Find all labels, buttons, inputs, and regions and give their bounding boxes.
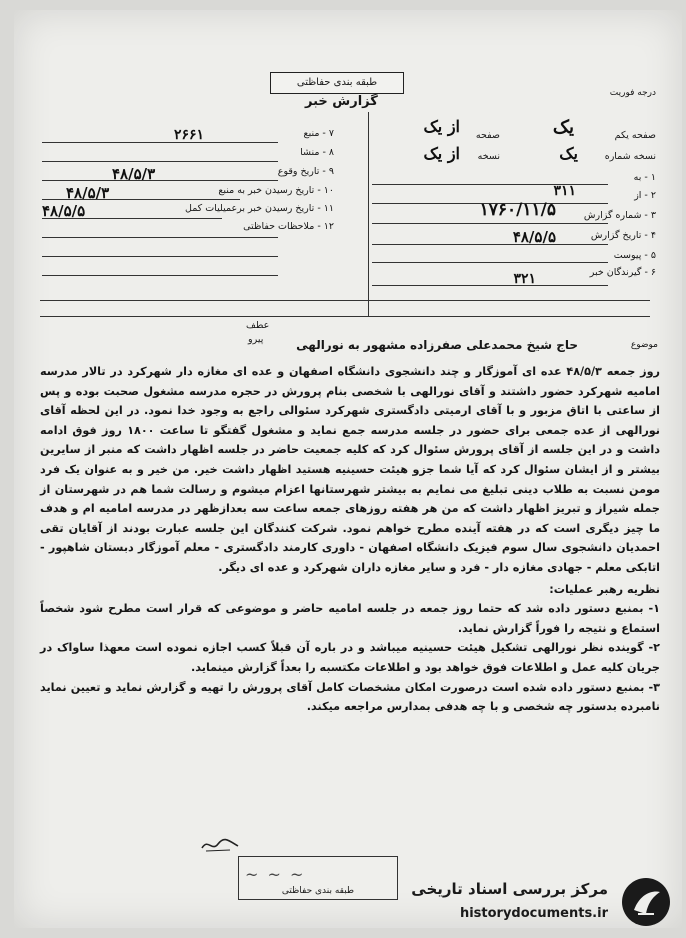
field-label: ۱۰ - تاریخ رسیدن خبر به منبع (218, 185, 334, 196)
source-comment-header: نظریه رهبر عملیات: (549, 582, 660, 596)
field-value: ۴۸/۵/۳ (66, 184, 110, 202)
classification-stamp (238, 856, 398, 900)
field-label: صفحه (475, 130, 500, 141)
archive-logo-icon (620, 876, 672, 928)
field-value: ۳۲۱ (513, 271, 536, 287)
subject-value: حاج شیخ محمدعلی صفرزاده مشهور به نورالهی (296, 338, 578, 352)
field-label: ۴ - تاریخ گزارش (590, 230, 656, 241)
signature (200, 836, 240, 854)
stamp-scribble: ~ ~ ~ (245, 865, 306, 884)
field-label: ۶ - گیرندگان خبر (589, 267, 656, 278)
stamp-label: طبقه بندی حفاظتی (281, 886, 355, 896)
numbered-item: ۳- بمنبع دستور داده شده است درصورت امکان مشخصات کامل آقای پرورش را تهیه و گزارش نماید و تعیین نماید نامبرده بدستور چه شخصی و با چه هدفی بمدارس مراجعه میکند. (40, 680, 660, 714)
field-value: ۲۶۶۱ (174, 127, 205, 143)
field-label: ۱۱ - تاریخ رسیدن خبر برعمیلیات کمل (185, 203, 334, 214)
field-label: ۷ - منبع (303, 128, 334, 139)
field-label: ۵ - پیوست (613, 250, 656, 261)
report-title: گزارش خبر (305, 94, 378, 109)
numbered-item: ۱- بمنبع دستور داده شد که حتما روز جمعه در جلسه امامیه حاضر و موضوعی که قرار است مطرح شود شخصاً استماع و نتیجه را فوراً گزارش نماید. (40, 602, 660, 635)
field-label: ۱ - به (633, 172, 656, 183)
field-value: از یک (423, 117, 460, 136)
report-body (40, 362, 660, 717)
field-label: نسخه (477, 151, 500, 162)
numbered-item: ۲- گوینده نظر نورالهی تشکیل هیئت حسینیه میباشد و در باره آن قبلاً کسب اجازه نموده است معهذا ساواک در جریان کلیه عمل و اطلاعات فوق خواهد بود و اطلاعات مکتسبه را بعداً گزارش مینماید. (40, 641, 660, 674)
field-value: یک (552, 117, 574, 138)
field-value: ۴۸/۵/۳ (112, 165, 156, 183)
field-label: ۹ - تاریخ وقوع (277, 166, 334, 177)
field-value: ۳۱۱ (553, 183, 576, 199)
field-value: یک (559, 144, 578, 163)
form-divider (368, 112, 369, 316)
field-value: از یک (423, 144, 460, 163)
form-bottom-line-2 (40, 316, 650, 317)
classification-box: طبقه بندی حفاظتی (270, 72, 404, 94)
field-value: ۴۸/۵/۵ (512, 228, 556, 246)
peiro-label: پیرو (248, 334, 264, 345)
field-label: ۸ - منشا (300, 147, 334, 158)
field-label: نسخه شماره (604, 151, 656, 162)
watermark-url: historydocuments.ir (459, 906, 608, 921)
body-paragraph: روز جمعه ۴۸/۵/۳ عده ای آموزگار و چند دانشجوی دانشگاه اصفهان و عده ای مغازه دار شهرکرد در تالار مدرسه امامیه شهرکرد حضور داشتند و آقای نورالهی با شخصی بنام پرورش در حجره مدرسه مشغول صحبت بوده و پس از ساعتی با اتاق مزبور و با آقای ارمیتی دادگستری شهرکرد سئوالی راجع به وجود خدا نمود. در این لحظه آقای نورالهی از عده جمعی برای حضور در جلسه مدرسه جمع نماید و مشغول گفتگو تا ساعت ۱۸۰۰ روز فوق ادامه داشت و در این جلسه از آقای پرورش سئوال کرد که کلیه جمعیت حاضر در جلسه اظهار داشت که منبر از سایرین بیشتر و از ایشان سئوال کرد که آیا شما جزو هیئت حسینیه هستید اظهار داشت خیر. من خیر و به عنوان یک فرد مومن نسبت به طلاب دینی تبلیغ می نمایم به بیشتر شهرستانها اعزام میشوم و رسالت شما هم در شهرستان از جمله شیراز و تبریز اظهار داشت که من هر هفته روزهای جمعه ساعت سه بعدازظهر در مدرسه امامیه ام و هدف ما چیز دیگری است که در هفته آینده مطرح خواهم نمود. شرکت کنندگان این جلسه عبارت بودند از آقایان تقی احمدیان دانشجوی سال سوم فیزیک دانشگاه اصفهان - داوری کارمند دادگستری - معلم آموزگار دبستان شاهپور - اتابکی معلم - جهادی مغازه دار - فرد و سایر مغازه داران شهرکرد و عده ای دیگر. (40, 365, 660, 574)
urgency-label: درجه فوریت (609, 88, 656, 98)
field-label: ۳ - شماره گزارش (583, 210, 656, 221)
field-label: ۲ - از (634, 190, 656, 201)
field-label: صفحه یکم (614, 130, 656, 141)
watermark-title: مرکز بررسی اسناد تاریخی (411, 880, 608, 898)
field-label: ۱۲ - ملاحظات حفاظتی (243, 221, 334, 232)
form-bottom-line (40, 300, 650, 301)
field-value: ۱۷۶۰/۱۱/۵ (479, 200, 556, 220)
subject-label: موضوع (630, 340, 658, 350)
atf-label: عطف (246, 320, 270, 331)
field-value: ۴۸/۵/۵ (42, 202, 86, 220)
